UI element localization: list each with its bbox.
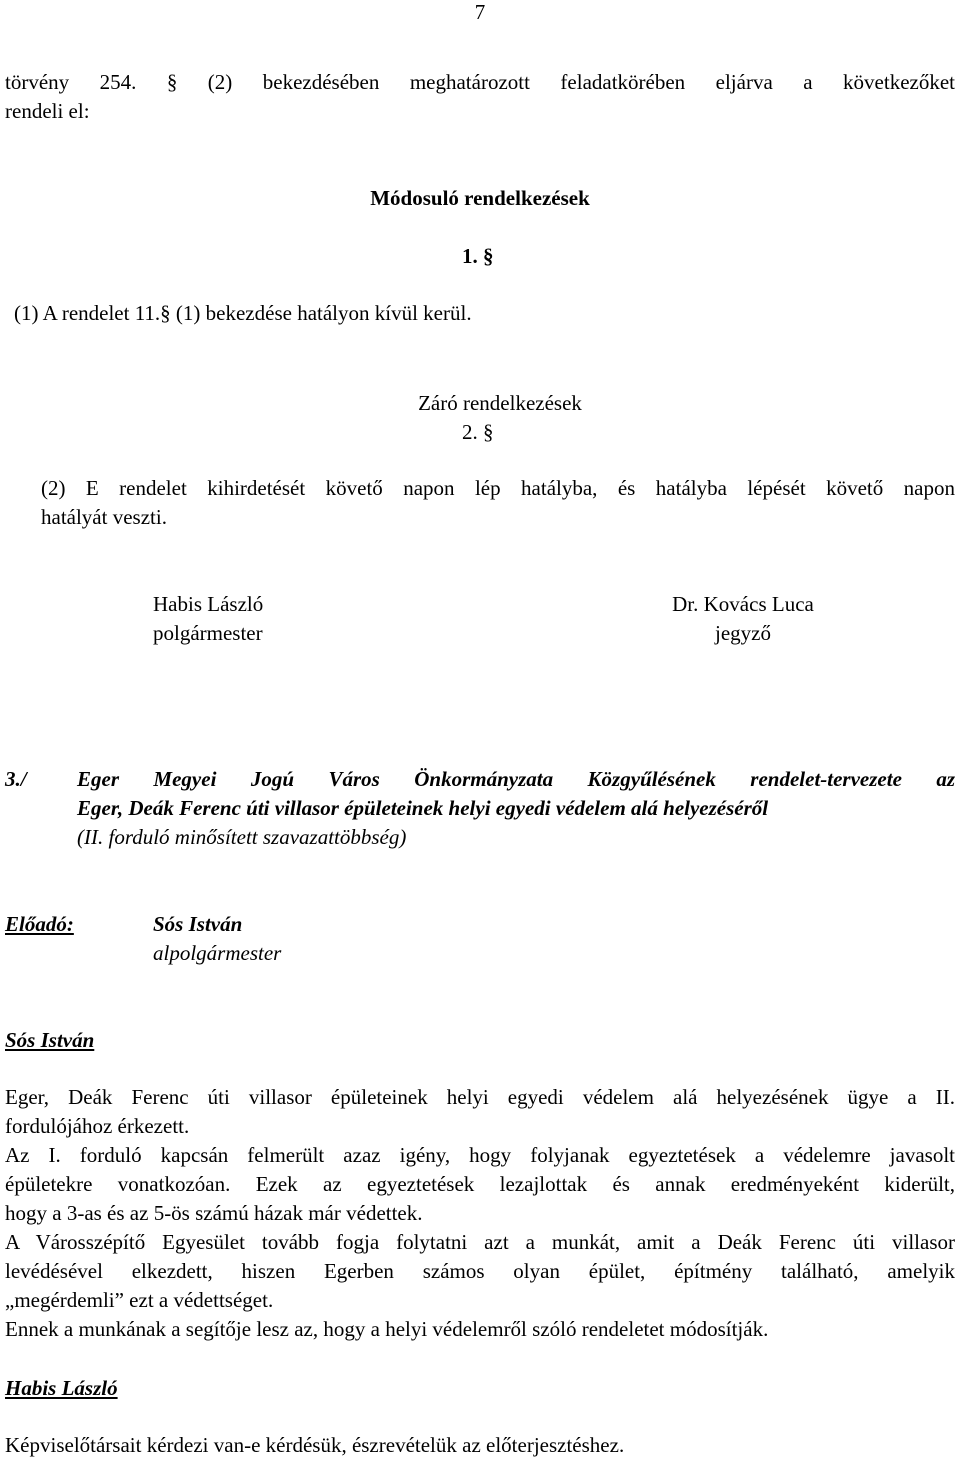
speech1-p1-line-2: fordulójához érkezett. [5, 1114, 190, 1138]
signature-right-title: jegyző [715, 621, 771, 645]
speech1-p4: Ennek a munkának a segítője lesz az, hogy a helyi védelemről szóló rendeletet módosítják. [5, 1317, 769, 1341]
section2-line-2: hatályát veszti. [41, 505, 167, 529]
agenda-note: (II. forduló minősített szavazattöbbség) [77, 825, 407, 849]
agenda-title-line-1: Eger Megyei Jogú Város Önkormányzata Közgyűlésének rendelet-tervezete az [77, 767, 955, 791]
speech1-p2-line-2: épületekre vonatkozóan. Ezek az egyeztetések lezajlottak és annak eredményeként kiderült, [5, 1172, 955, 1196]
agenda-title-line-2: Eger, Deák Ferenc úti villasor épületeinek helyi egyedi védelem alá helyezéséről [77, 796, 769, 820]
speaker-name-2: Habis László [5, 1376, 118, 1400]
signature-left-name: Habis László [153, 592, 264, 616]
intro-line-1: törvény 254. § (2) bekezdésében meghatározott feladatkörében eljárva a következőket [5, 70, 955, 94]
signature-left-title: polgármester [153, 621, 263, 645]
intro-line-2: rendeli el: [5, 99, 90, 123]
speech1-p3-line-2: levédésével elkezdett, hiszen Egerben számos olyan épület, építmény található, amelyik [5, 1259, 955, 1283]
speech1-p3-line-3: „megérdemli” ezt a védettséget. [5, 1288, 274, 1312]
presenter-label: Előadó: [5, 912, 74, 936]
section2-text [41, 474, 955, 532]
speech2-text: Képviselőtársait kérdezi van-e kérdésük, észrevételük az előterjesztéshez. [5, 1433, 625, 1457]
paragraph-number-1: 1. § [462, 244, 494, 268]
presenter-info [153, 910, 281, 968]
agenda-item-title [77, 765, 955, 852]
presenter-name: Sós István [153, 912, 243, 936]
section-heading-modifying: Módosuló rendelkezések [370, 186, 590, 210]
speech1-p3-line-1: A Városszépítő Egyesület tovább fogja folytatni azt a munkát, amit a Deák Ferenc úti villasor [5, 1230, 955, 1254]
presenter-title: alpolgármester [153, 941, 282, 965]
speech1-body [5, 1083, 955, 1344]
section2-line-1: (2) E rendelet kihirdetését követő napon lép hatályba, és hatályba lépését követő napon [41, 476, 955, 500]
intro-paragraph [5, 68, 955, 126]
speech1-p2-line-3: hogy a 3-as és az 5-ös számú házak már védettek. [5, 1201, 423, 1225]
agenda-item-number: 3./ [5, 767, 27, 791]
page-number: 7 [474, 0, 486, 24]
section1-text: (1) A rendelet 11.§ (1) bekezdése hatályon kívül kerül. [14, 301, 472, 325]
paragraph-number-2: 2. § [462, 420, 494, 444]
section-heading-closing: Záró rendelkezések [418, 391, 582, 415]
speech1-p1-line-1: Eger, Deák Ferenc úti villasor épületeinek helyi egyedi védelem alá helyezésének ügye a II. [5, 1085, 955, 1109]
speech1-p2-line-1: Az I. forduló kapcsán felmerült azaz igény, hogy folyjanak egyeztetések a védelemre javasolt [5, 1143, 955, 1167]
signature-right [620, 590, 866, 648]
speaker-name-1: Sós István [5, 1028, 95, 1052]
signature-right-name: Dr. Kovács Luca [672, 592, 814, 616]
signature-left [153, 590, 263, 648]
